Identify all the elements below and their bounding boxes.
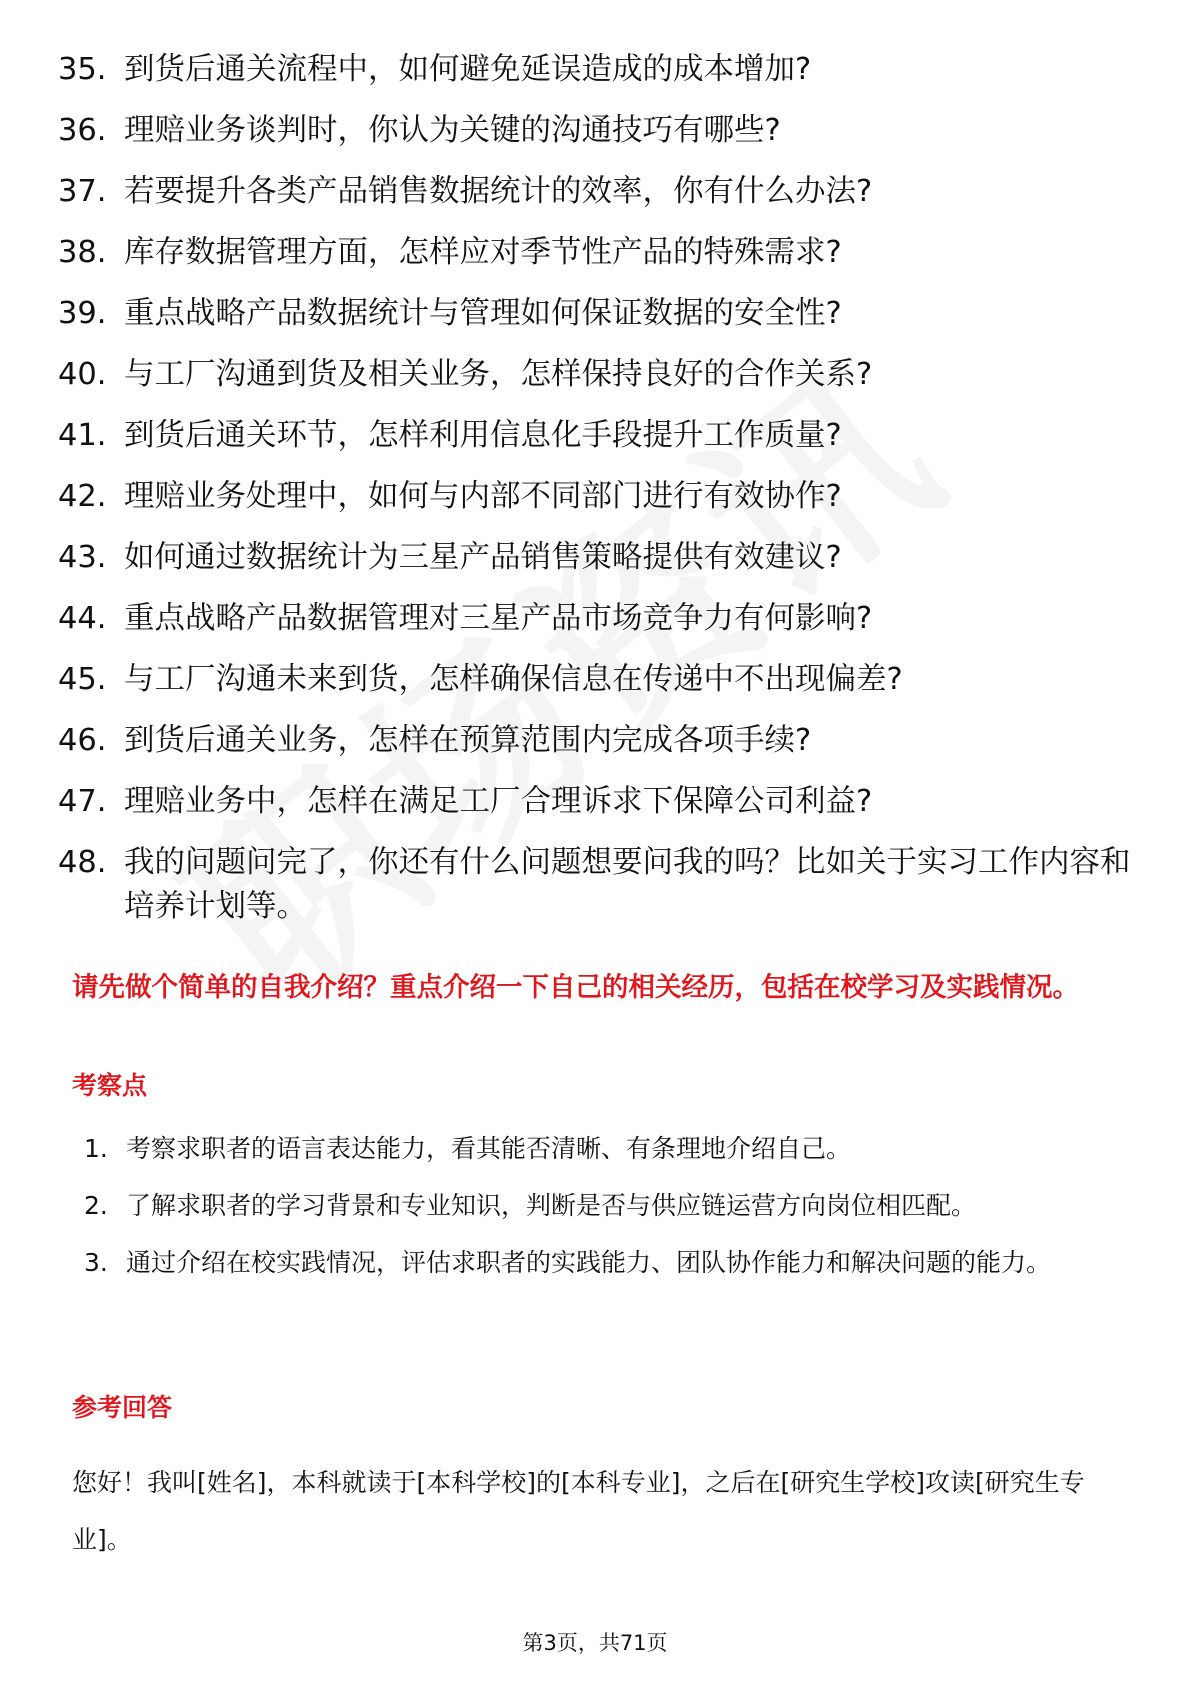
- question-number: 44.: [58, 601, 107, 636]
- question-text: 理赔业务处理中，如何与内部不同部门进行有效协作?: [124, 479, 842, 514]
- point-number: 1.: [84, 1134, 108, 1163]
- question-number: 40.: [58, 357, 107, 392]
- assessment-point: [84, 1177, 1124, 1234]
- point-text: 通过介绍在校实践情况，评估求职者的实践能力、团队协作能力和解决问题的能力。: [126, 1248, 1052, 1277]
- question-text: 重点战略产品数据统计与管理如何保证数据的安全性?: [124, 296, 842, 331]
- question-item: [58, 780, 1138, 824]
- question-item: [58, 170, 1138, 214]
- reference-answer-label: 参考回答: [72, 1393, 173, 1422]
- question-text: 与工厂沟通到货及相关业务，怎样保持良好的合作关系?: [124, 357, 873, 392]
- question-item: [58, 414, 1138, 458]
- question-number: 38.: [58, 235, 107, 270]
- question-item: [58, 841, 1138, 929]
- question-item: [58, 536, 1138, 580]
- question-text: 理赔业务中，怎样在满足工厂合理诉求下保障公司利益?: [124, 784, 873, 819]
- question-text: 理赔业务谈判时，你认为关键的沟通技巧有哪些?: [124, 113, 781, 148]
- question-text: 到货后通关流程中，如何避免延误造成的成本增加?: [124, 52, 812, 87]
- point-text: 考察求职者的语言表达能力，看其能否清晰、有条理地介绍自己。: [126, 1134, 852, 1163]
- question-list: [58, 48, 1138, 946]
- question-number: 48.: [58, 845, 107, 880]
- point-number: 2.: [84, 1191, 108, 1220]
- reference-answer-text: 您好！我叫[姓名]，本科就读于[本科学校]的[本科专业]，之后在[研究生学校]攻读[研究生专业]。: [72, 1468, 1085, 1554]
- question-number: 39.: [58, 296, 107, 331]
- question-number: 47.: [58, 784, 107, 819]
- assessment-points: [84, 1120, 1124, 1291]
- question-text: 到货后通关环节，怎样利用信息化手段提升工作质量?: [124, 418, 842, 453]
- question-text: 我的问题问完了，你还有什么问题想要问我的吗？比如关于实习工作内容和培养计划等。: [124, 845, 1131, 924]
- question-number: 41.: [58, 418, 107, 453]
- question-number: 46.: [58, 723, 107, 758]
- question-item: [58, 48, 1138, 92]
- question-text: 如何通过数据统计为三星产品销售策略提供有效建议?: [124, 540, 842, 575]
- question-text: 若要提升各类产品销售数据统计的效率，你有什么办法?: [124, 174, 873, 209]
- assessment-point: [84, 1234, 1124, 1291]
- question-item: [58, 231, 1138, 275]
- question-item: [58, 597, 1138, 641]
- question-text: 库存数据管理方面，怎样应对季节性产品的特殊需求?: [124, 235, 842, 270]
- question-item: [58, 292, 1138, 336]
- question-text: 重点战略产品数据管理对三星产品市场竞争力有何影响?: [124, 601, 873, 636]
- question-number: 43.: [58, 540, 107, 575]
- question-text: 与工厂沟通未来到货，怎样确保信息在传递中不出现偏差?: [124, 662, 903, 697]
- question-number: 35.: [58, 52, 107, 87]
- question-number: 42.: [58, 479, 107, 514]
- question-item: [58, 658, 1138, 702]
- point-number: 3.: [84, 1248, 108, 1277]
- point-text: 了解求职者的学习背景和专业知识，判断是否与供应链运营方向岗位相匹配。: [126, 1191, 977, 1220]
- question-item: [58, 109, 1138, 153]
- assessment-label: 考察点: [72, 1071, 148, 1100]
- question-number: 37.: [58, 174, 107, 209]
- assessment-point: [84, 1120, 1124, 1177]
- question-item: [58, 719, 1138, 763]
- featured-question-heading: 请先做个简单的自我介绍？重点介绍一下自己的相关经历，包括在校学习及实践情况。: [72, 972, 1079, 1003]
- page-footer: 第3页，共71页: [522, 1631, 668, 1655]
- question-item: [58, 353, 1138, 397]
- question-item: [58, 475, 1138, 519]
- question-number: 45.: [58, 662, 107, 697]
- question-number: 36.: [58, 113, 107, 148]
- question-text: 到货后通关业务，怎样在预算范围内完成各项手续?: [124, 723, 812, 758]
